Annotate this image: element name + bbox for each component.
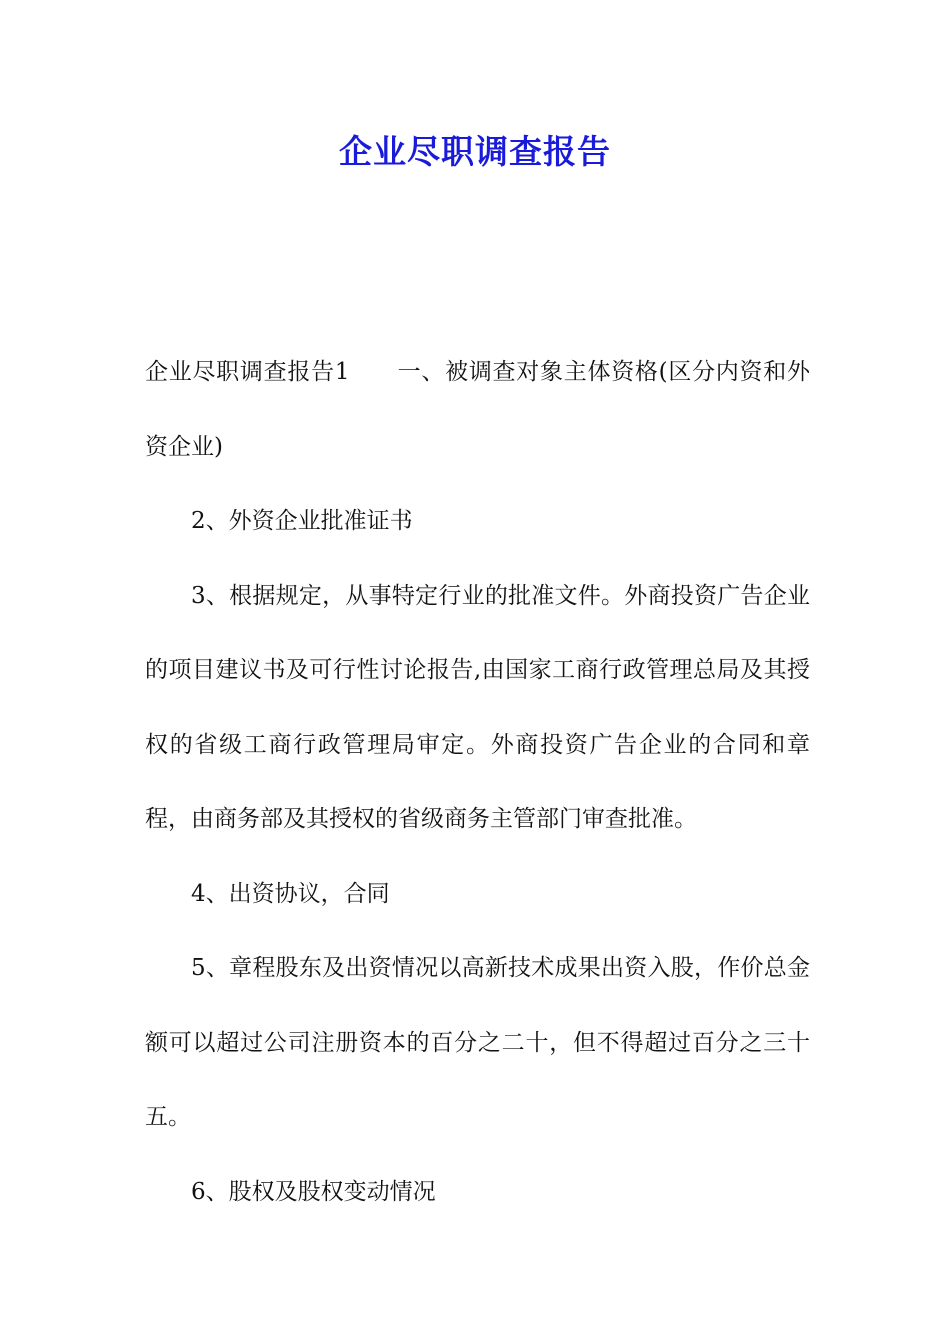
document-body bbox=[145, 335, 810, 1229]
paragraph-5: 5、章程股东及出资情况以高新技术成果出资入股，作价总金额可以超过公司注册资本的百分之二十，但不得超过百分之三十五。 bbox=[145, 955, 810, 1130]
paragraph-2: 2、外资企业批准证书 bbox=[191, 508, 413, 534]
document-title: 企业尽职调查报告 bbox=[339, 132, 611, 171]
paragraph-3: 3、根据规定，从事特定行业的批准文件。外商投资广告企业的项目建议书及可行性讨论报告,由国家工商行政管理总局及其授权的省级工商行政管理局审定。外商投资广告企业的合同和章程，由商务部及其授权的省级商务主管部门审查批准。 bbox=[145, 582, 810, 832]
paragraph-1: 企业尽职调查报告1 一、被调查对象主体资格(区分内资和外资企业) bbox=[145, 359, 810, 460]
paragraph-6: 6、股权及股权变动情况 bbox=[191, 1178, 436, 1205]
paragraph-4: 4、出资协议，合同 bbox=[191, 880, 390, 907]
